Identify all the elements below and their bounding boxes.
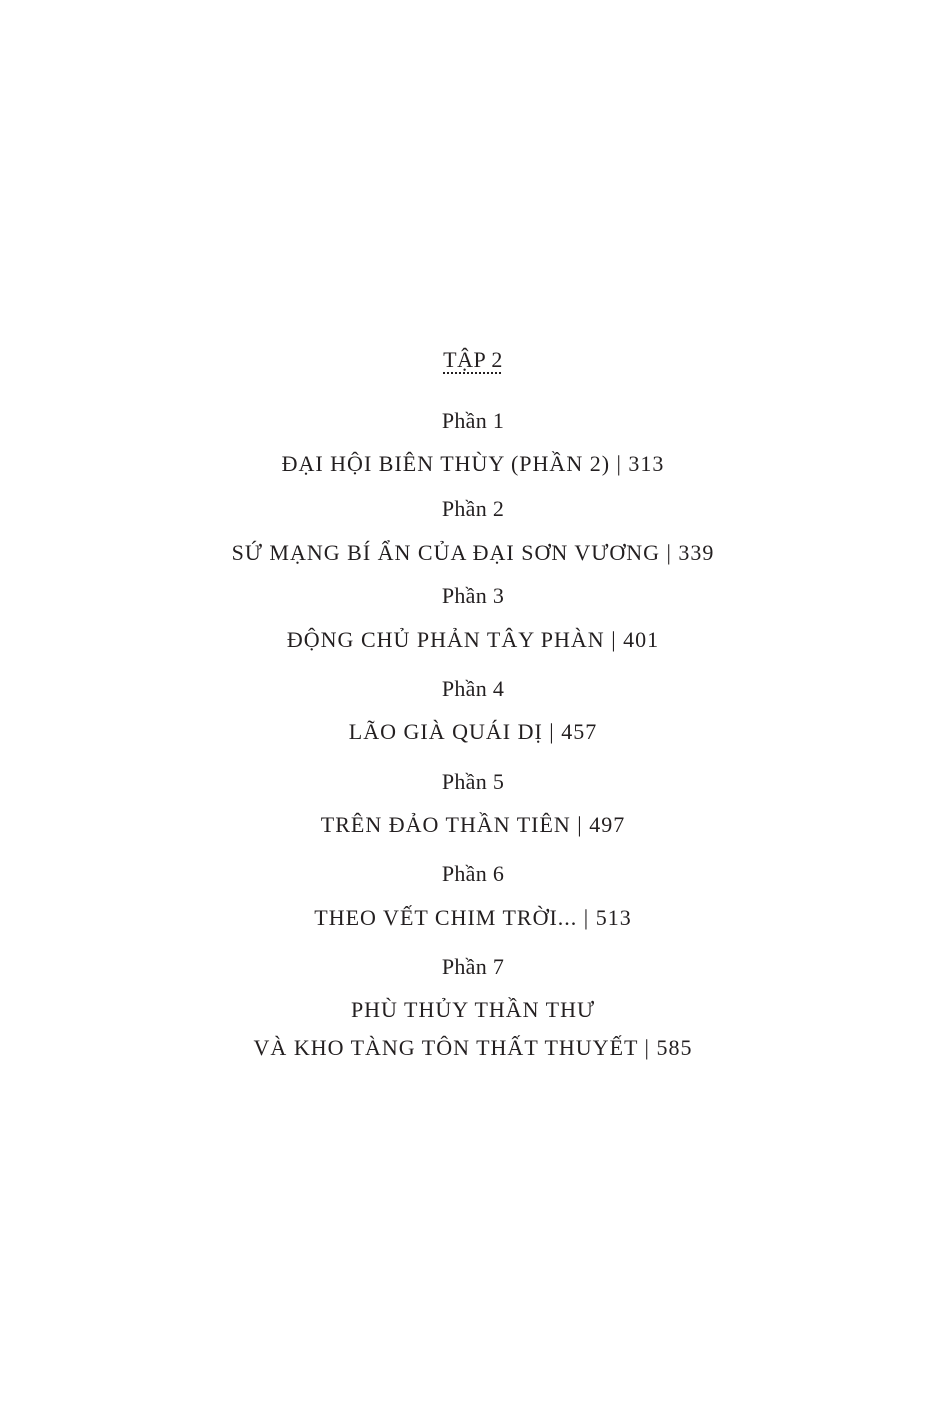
part-1-title: ĐẠI HỘI BIÊN THÙY (PHẦN 2) | 313 xyxy=(281,451,665,476)
part-4-title: LÃO GIÀ QUÁI DỊ | 457 xyxy=(348,719,598,744)
volume-title: TẬP 2 xyxy=(443,347,503,372)
part-3-title: ĐỘNG CHỦ PHẢN TÂY PHÀN | 401 xyxy=(286,627,660,652)
part-4-label: Phần 4 xyxy=(441,676,505,701)
part-5-label: Phần 5 xyxy=(441,769,505,794)
part-2-title: SỨ MẠNG BÍ ẨN CỦA ĐẠI SƠN VƯƠNG | 339 xyxy=(231,540,715,565)
part-5-title: TRÊN ĐẢO THẦN TIÊN | 497 xyxy=(320,812,626,837)
part-7-title-line-1: PHÙ THỦY THẦN THƯ xyxy=(350,997,596,1022)
part-7-label: Phần 7 xyxy=(441,954,505,979)
part-3-label: Phần 3 xyxy=(441,583,505,608)
part-2-label: Phần 2 xyxy=(441,496,505,521)
part-7-title-line-2: VÀ KHO TÀNG TÔN THẤT THUYẾT | 585 xyxy=(253,1035,693,1060)
part-6-label: Phần 6 xyxy=(441,861,505,886)
part-6-title: THEO VẾT CHIM TRỜI... | 513 xyxy=(314,905,632,930)
part-1-label: Phần 1 xyxy=(441,408,505,433)
